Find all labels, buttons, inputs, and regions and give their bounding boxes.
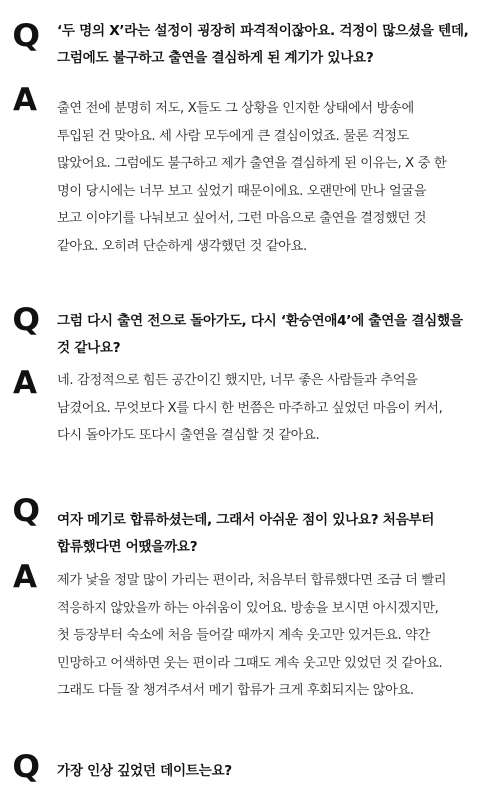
answer-text (57, 95, 475, 260)
answer-marker: A (13, 82, 37, 118)
answer-line: 제가 낯을 정말 많이 가리는 편이라, 처음부터 합류했다면 조금 더 빨리 (57, 573, 447, 588)
question-marker: Q (12, 18, 41, 54)
answer-line: 다시 돌아가도 또다시 출연을 결심할 것 같아요. (57, 428, 320, 443)
answer-marker: A (13, 365, 37, 401)
answer-line: 명이 당시에는 너무 보고 싶었기 때문이에요. 오랜만에 만나 얼굴을 (57, 183, 427, 199)
answer-line: 첫 등장부터 숙소에 처음 들어갈 때까지 계속 웃고만 있거든요. 약간 (57, 628, 430, 643)
question-text (57, 18, 472, 72)
question-line: 그럼에도 불구하고 출연을 결심하게 된 계기가 있나요? (57, 50, 374, 66)
question-line: 가장 인상 깊었던 데이트는요? (57, 763, 232, 779)
question-line: 합류했다면 어땠을까요? (57, 539, 198, 555)
answer-text (57, 367, 475, 450)
answer-line: 많았어요. 그럼에도 불구하고 제가 출연을 결심하게 된 이유는, X 중 한 (57, 156, 447, 171)
answer-marker: A (13, 559, 37, 595)
question-text (57, 758, 472, 785)
answer-line: 출연 전에 분명히 저도, X들도 그 상황을 인지한 상태에서 방송에 (57, 101, 414, 116)
answer-line: 그래도 다들 잘 챙겨주셔서 메기 합류가 크게 후회되지는 않아요. (57, 683, 414, 698)
question-line: 것 같나요? (57, 340, 121, 356)
question-marker: Q (12, 302, 41, 338)
question-line: ‘두 명의 X’라는 설정이 굉장히 파격적이잖아요. 걱정이 많으셨을 텐데, (57, 23, 469, 39)
question-line: 그럼 다시 출연 전으로 돌아가도, 다시 ‘환승연애4’에 출연을 결심했을 (57, 313, 463, 329)
answer-line: 민망하고 어색하면 웃는 편이라 그때도 계속 웃고만 있었던 것 같아요. (57, 655, 443, 671)
answer-line: 투입된 건 맞아요. 세 사람 모두에게 큰 결심이었죠. 물론 걱정도 (57, 128, 409, 144)
answer-line: 적응하지 않았을까 하는 아쉬움이 있어요. 방송을 보시면 아시겠지만, (57, 600, 439, 616)
question-marker: Q (12, 493, 41, 529)
answer-line: 보고 이야기를 나눠보고 싶어서, 그런 마음으로 출연을 결정했던 것 (57, 211, 427, 226)
question-marker: Q (12, 749, 41, 785)
answer-line: 네. 감정적으로 힘든 공간이긴 했지만, 너무 좋은 사람들과 추억을 (57, 373, 418, 388)
answer-text (57, 567, 475, 705)
answer-line: 같아요. 오히려 단순하게 생각했던 것 같아요. (57, 238, 307, 254)
answer-line: 남겼어요. 무엇보다 X를 다시 한 번쯤은 마주하고 싶었던 마음이 커서, (57, 400, 443, 416)
question-text (57, 507, 472, 561)
question-text (57, 308, 472, 362)
question-line: 여자 메기로 합류하셨는데, 그래서 아쉬운 점이 있나요? 처음부터 (57, 512, 435, 528)
